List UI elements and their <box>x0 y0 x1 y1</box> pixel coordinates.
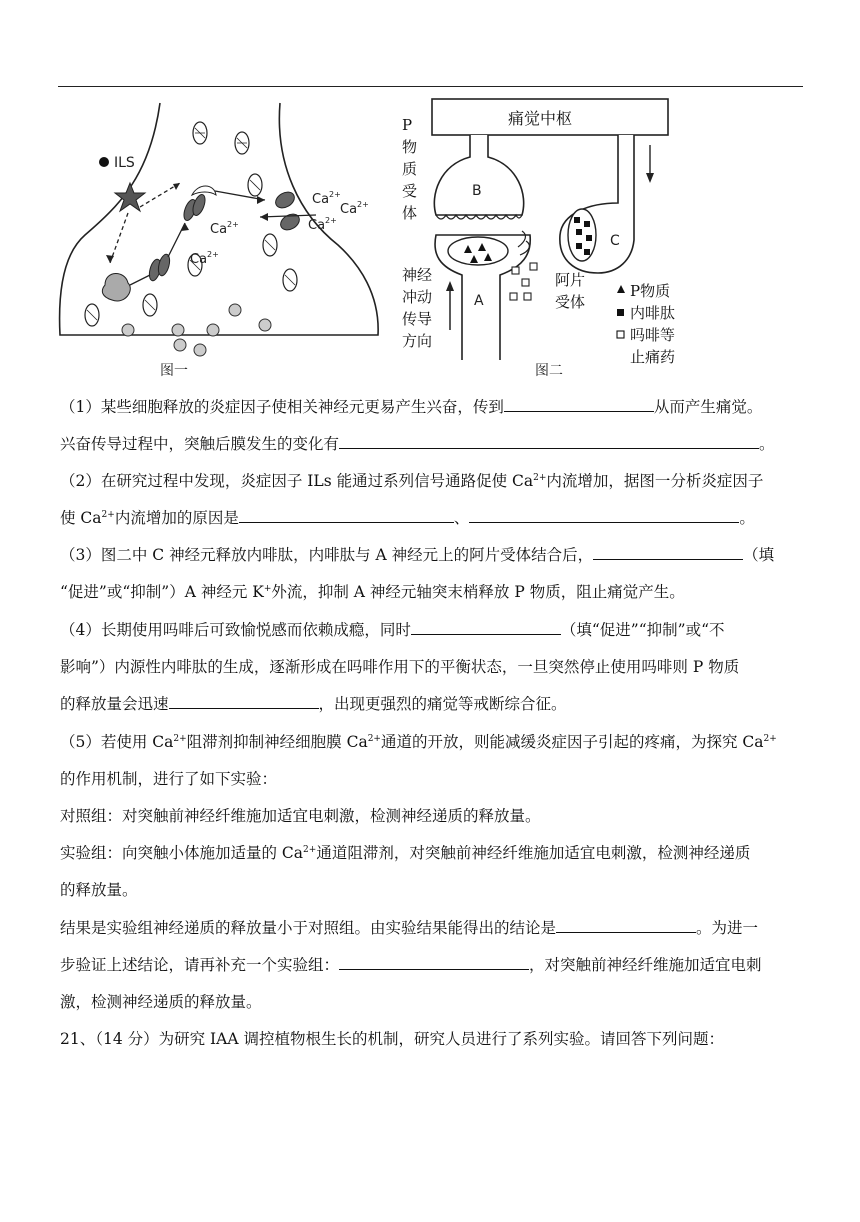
open-square-icon <box>617 331 624 338</box>
pain-center-label: 痛觉中枢 <box>508 109 573 128</box>
legend-p-substance: P物质 <box>630 282 671 300</box>
channel-cup <box>192 186 216 195</box>
svg-text:方向: 方向 <box>402 332 433 350</box>
q5-line1: （5）若使用 $Ca^{2+}$阻滞剂抑制神经细胞膜 $Ca^{2+}$通道的开放，则能减缓炎症因子引起的疼痛，为探究 $Ca^{2+}$ <box>60 733 777 751</box>
svg-text:物: 物 <box>402 138 418 156</box>
answer-blank-q4a[interactable] <box>411 620 561 635</box>
answer-blank-q2a[interactable] <box>239 508 454 523</box>
opioid-receptor-label-1: 阿片 <box>555 271 586 289</box>
answer-blank-q5b[interactable] <box>339 955 529 970</box>
triangle-icon <box>617 285 625 293</box>
answer-blank-q2b[interactable] <box>469 508 739 523</box>
q3-line1: （3）图二中 C 神经元释放内啡肽，内啡肽与 A 神经元上的阿片受体结合后， （填 <box>60 546 775 564</box>
result-line3: 激，检测神经递质的释放量。 <box>60 993 262 1011</box>
result-line1: 结果是实验组神经递质的释放量小于对照组。由实验结果能得出的结论是 。为进一 <box>60 919 759 937</box>
figure-area <box>0 95 860 385</box>
answer-blank-q3[interactable] <box>593 545 743 560</box>
q1-line1: （1）某些细胞释放的炎症因子使相关神经元更易产生兴奋，传到 从而产生痛觉。 <box>60 398 763 416</box>
q3-line2: “促进”或“抑制”）A 神经元 K+外流，抑制 A 神经元轴突末梢释放 P 物质，阻止痛觉产生。 <box>60 583 685 601</box>
neuron-a-label: A <box>474 293 484 309</box>
q4-line1: （4）长期使用吗啡后可致愉悦感而依赖成瘾，同时 （填“促进”“抑制”或“不 <box>60 621 725 639</box>
svg-text:P: P <box>402 116 413 134</box>
header-rule <box>58 86 803 87</box>
ils-label: ILS <box>114 155 135 171</box>
svg-text:体: 体 <box>402 204 418 222</box>
exp-line2: 的释放量。 <box>60 881 138 899</box>
neuron-b <box>434 135 523 215</box>
morphine-squares <box>510 263 537 300</box>
ca-label-3: $Ca^{2+}$ <box>308 216 337 233</box>
answer-blank-q1a[interactable] <box>504 397 654 412</box>
legend-painkiller: 止痛药 <box>630 348 676 366</box>
legend-morphine: 吗啡等 <box>630 326 676 344</box>
svg-text:传导: 传导 <box>402 310 433 328</box>
q4-line2: 影响”）内源性内啡肽的生成，逐渐形成在吗啡作用下的平衡状态，一旦突然停止使用吗啡则 P 物质 <box>60 658 740 676</box>
legend <box>617 282 675 366</box>
q2-line1: （2）在研究过程中发现，炎症因子 ILs 能通过系列信号通路促使 $Ca^{2+}$内流增加，据图一分析炎症因子 <box>60 472 764 490</box>
svg-text:质: 质 <box>402 160 418 178</box>
svg-text:受: 受 <box>402 182 418 200</box>
question-21: 21、（14 分）为研究 IAA 调控植物根生长的机制，研究人员进行了系列实验。请回答下列问题： <box>60 1030 724 1048</box>
q5-line2: 的作用机制，进行了如下实验： <box>60 770 278 788</box>
figure-2-caption: 图二 <box>535 363 563 379</box>
figure-1-caption: 图一 <box>160 363 188 379</box>
neuron-c-label: C <box>610 233 620 249</box>
ils-dot-icon <box>99 157 109 167</box>
conduction-label <box>402 266 432 350</box>
ca-label-4: $Ca^{2+}$ <box>210 220 239 237</box>
figure-2 <box>402 99 675 379</box>
answer-blank-q1b[interactable] <box>339 434 759 449</box>
answer-blank-q5a[interactable] <box>556 918 696 933</box>
neuron-b-label: B <box>472 183 482 199</box>
ca-label-1: $Ca^{2+}$ <box>312 190 341 207</box>
q2-line2: 使 $Ca^{2+}$内流增加的原因是 、 。 <box>60 509 755 527</box>
exp-line1: 实验组：向突触小体施加适量的 $Ca^{2+}$通道阻滞剂，对突触前神经纤维施加适宜电刺激，检测神经递质 <box>60 844 751 862</box>
svg-text:神经: 神经 <box>402 266 433 284</box>
svg-text:冲动: 冲动 <box>402 288 433 306</box>
result-line2: 步验证上述结论，请再补充一个实验组： ，对突触前神经纤维施加适宜电刺 <box>60 956 762 974</box>
p-receptor-label <box>402 116 417 222</box>
filled-square-icon <box>617 309 624 316</box>
legend-endorphin: 内啡肽 <box>630 304 676 322</box>
control-group: 对照组：对突触前神经纤维施加适宜电刺激，检测神经递质的释放量。 <box>60 807 541 825</box>
opioid-receptor-label-2: 受体 <box>555 293 586 311</box>
ca-label-5: $Ca^{2+}$ <box>190 250 219 267</box>
q1-line2: 兴奋传导过程中，突触后膜发生的变化有 。 <box>60 435 775 453</box>
figure-1 <box>60 103 379 379</box>
q4-line3: 的释放量会迅速 ，出现更强烈的痛觉等戒断综合征。 <box>60 695 567 713</box>
ca-label-2: $Ca^{2+}$ <box>340 200 369 217</box>
answer-blank-q4b[interactable] <box>169 694 319 709</box>
signal-protein <box>102 273 130 301</box>
